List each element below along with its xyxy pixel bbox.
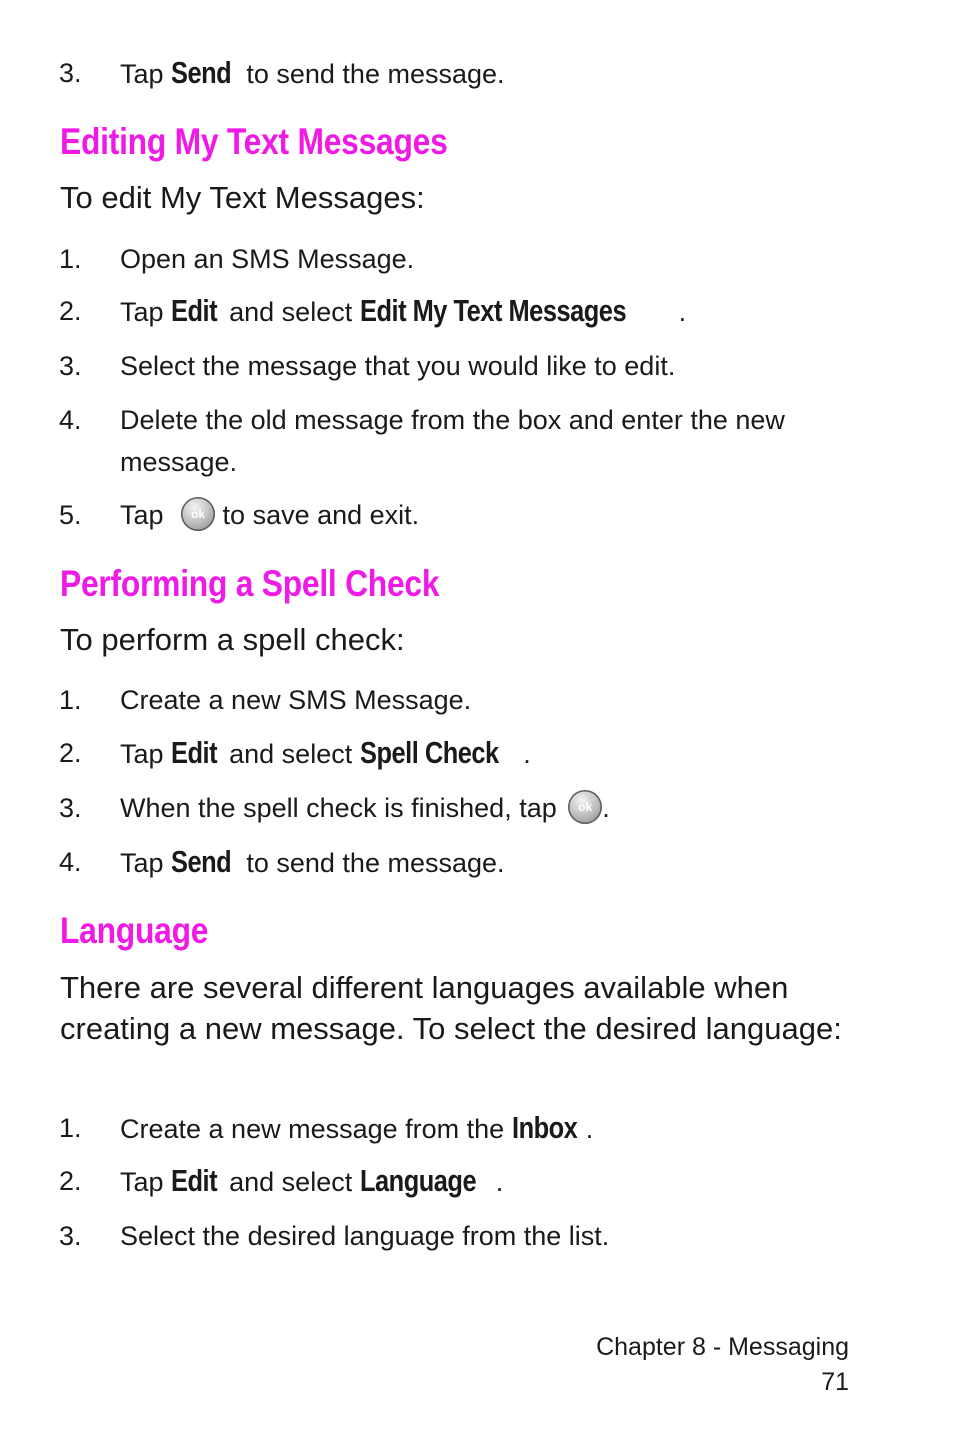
ok-button-icon	[181, 497, 215, 531]
step-text-pre: When the spell check is finished, tap	[120, 793, 565, 823]
step-text	[120, 494, 419, 536]
step-text: Select the desired language from the list.	[120, 1221, 610, 1251]
step-number: 2.	[59, 738, 82, 768]
step-text-post: to save and exit.	[215, 500, 420, 530]
step-number: 1.	[59, 244, 82, 274]
step-text-mid: and select	[221, 1167, 360, 1197]
step-number: 4.	[59, 405, 82, 435]
step-text-post: .	[495, 1167, 504, 1197]
step-number: 2.	[59, 1166, 82, 1196]
step-text	[120, 52, 505, 95]
step-text-post: to send the message.	[238, 59, 505, 89]
step-number: 2.	[59, 296, 82, 326]
ok-button-icon	[568, 790, 602, 824]
footer-page-number: 71	[821, 1368, 849, 1396]
step-number: 3.	[59, 58, 82, 88]
step-text-pre: Tap	[120, 848, 172, 878]
keyword-edit: Edit	[171, 1163, 218, 1198]
step-number: 3.	[59, 351, 82, 381]
step-text-post: .	[678, 297, 687, 327]
step-text	[120, 732, 531, 775]
step-text-pre: Tap	[120, 59, 172, 89]
intro-spell-check: To perform a spell check:	[60, 622, 405, 657]
step-text-mid: and select	[221, 297, 360, 327]
step-text-pre: Tap	[120, 1167, 172, 1197]
step-text-pre: Create a new message from the	[120, 1114, 512, 1144]
intro-editing: To edit My Text Messages:	[60, 180, 425, 215]
heading-performing-spell-check: Performing a Spell Check	[60, 563, 440, 604]
step-number: 1.	[59, 685, 82, 715]
step-text-pre: Tap	[120, 500, 172, 530]
step-number: 4.	[59, 847, 82, 877]
step-text: Delete the old message from the box and enter the new message.	[120, 405, 785, 477]
keyword-edit: Edit	[171, 735, 218, 770]
footer-chapter-title: Chapter 8 - Messaging	[596, 1333, 849, 1361]
keyword-send: Send	[171, 844, 232, 879]
keyword-edit-my-text-messages: Edit My Text Messages	[359, 293, 626, 328]
step-number: 3.	[59, 793, 82, 823]
step-text-post: to send the message.	[238, 848, 505, 878]
step-number: 3.	[59, 1221, 82, 1251]
keyword-edit: Edit	[171, 293, 218, 328]
step-text-post: .	[602, 793, 610, 823]
step-text	[120, 841, 505, 884]
step-number: 1.	[59, 1113, 82, 1143]
keyword-language: Language	[359, 1163, 476, 1198]
keyword-inbox: Inbox	[511, 1110, 578, 1145]
keyword-send: Send	[171, 55, 232, 90]
language-paragraph: There are several different languages available when creating a new message. To select the desired language:	[60, 970, 842, 1046]
step-text	[120, 290, 686, 333]
step-number: 5.	[59, 500, 82, 530]
ok-icon-label: ok	[191, 506, 206, 521]
heading-editing-my-text-messages: Editing My Text Messages	[60, 121, 448, 162]
step-text-post: .	[523, 739, 531, 769]
step-text: Select the message that you would like to edit.	[120, 351, 676, 381]
step-text: Create a new SMS Message.	[120, 685, 472, 715]
step-text-pre: Tap	[120, 739, 172, 769]
keyword-spell-check: Spell Check	[359, 735, 499, 770]
ok-icon-label: ok	[578, 799, 593, 814]
step-text-mid: and select	[221, 739, 360, 769]
step-text	[120, 1160, 503, 1203]
step-text-post: .	[585, 1114, 594, 1144]
step-text	[120, 1107, 593, 1150]
heading-language: Language	[60, 910, 209, 951]
step-text-pre: Tap	[120, 297, 172, 327]
step-text: Open an SMS Message.	[120, 244, 415, 274]
step-text	[120, 787, 610, 829]
